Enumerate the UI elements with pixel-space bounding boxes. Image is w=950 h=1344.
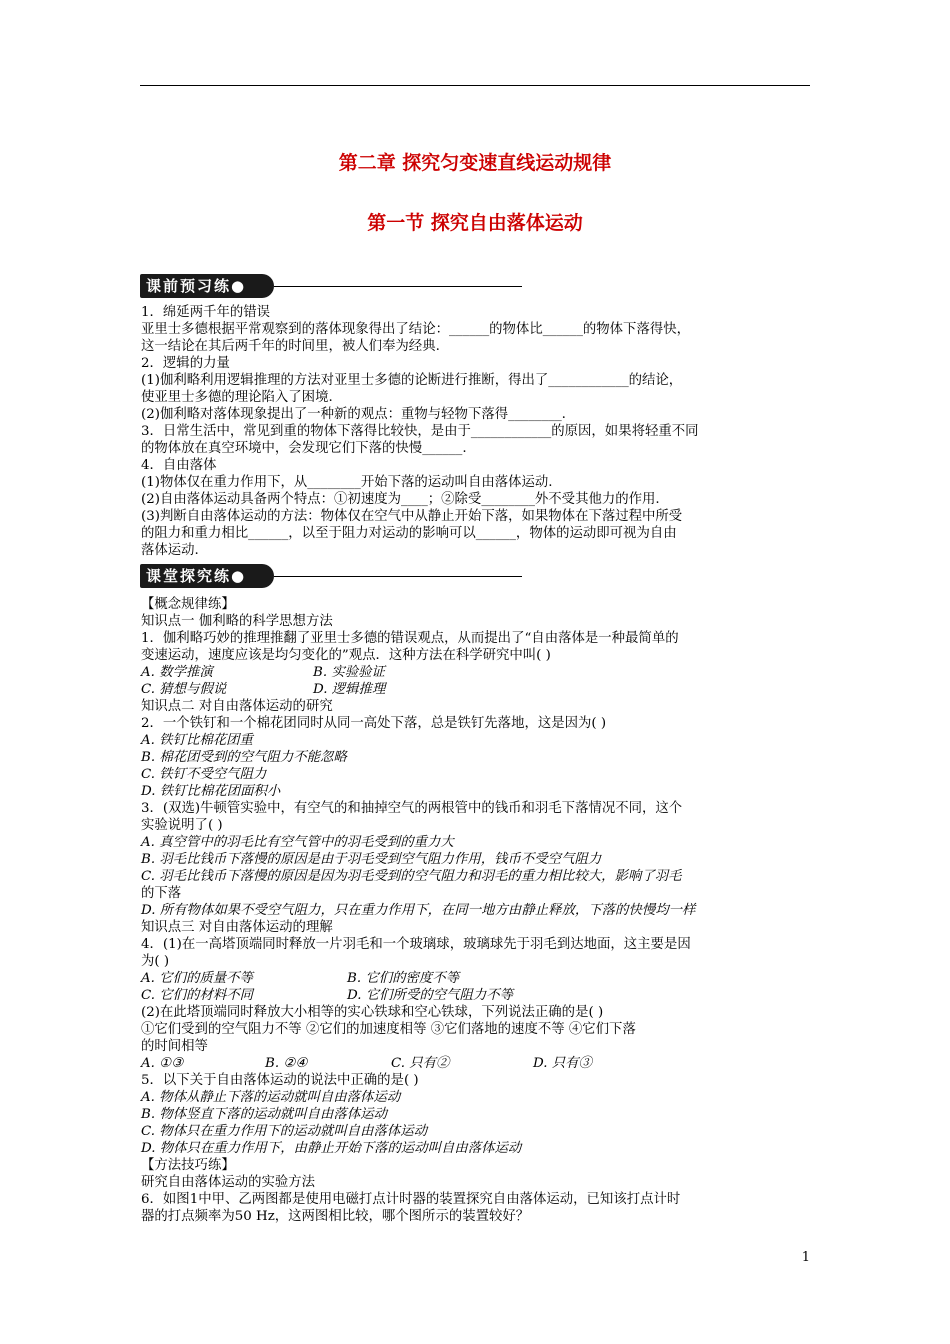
option-a: A. 数学推演: [141, 665, 213, 680]
option-b: B. 它们的密度不等: [347, 971, 460, 986]
option-b: B. 棉花团受到的空气阻力不能忽略: [141, 750, 347, 765]
text-line: 落体运动.: [141, 543, 199, 558]
text-line: 1．绵延两千年的错误: [141, 305, 271, 320]
options-row: [141, 681, 816, 698]
section-tag-class: 课堂探究练●: [140, 564, 274, 588]
header-rule: [140, 85, 810, 86]
question-4: 4．(1)在一高塔顶端同时释放一片羽毛和一个玻璃球，玻璃球先于羽毛到达地面，这主要是因: [141, 937, 691, 952]
class-exercises: [141, 596, 816, 1225]
option-c: C. 物体只在重力作用下的运动就叫自由落体运动: [141, 1124, 428, 1139]
option-c: C. 羽毛比钱币下落慢的原因是因为羽毛受到的空气阻力和羽毛的重力相比较大，影响了羽毛: [141, 869, 682, 884]
text-line: 亚里士多德根据平常观察到的落体现象得出了结论：______的物体比______的物体下落得快，: [141, 322, 691, 337]
knowledge-point: 知识点三 对自由落体运动的理解: [141, 920, 333, 935]
subheading: 【概念规律练】: [141, 597, 235, 612]
question-5: 5．以下关于自由落体运动的说法中正确的是( ): [141, 1073, 419, 1088]
option-d: D. 逻辑推理: [313, 682, 386, 697]
option-d: D. 物体只在重力作用下，由静止开始下落的运动叫自由落体运动: [141, 1141, 522, 1156]
text-line: 研究自由落体运动的实验方法: [141, 1175, 316, 1190]
section-rule: [274, 286, 522, 287]
text-line: 4．自由落体: [141, 458, 217, 473]
option-a: A. 铁钉比棉花团重: [141, 733, 253, 748]
option-c: C. 猜想与假说: [141, 682, 227, 697]
option-a: A. 它们的质量不等: [141, 971, 253, 986]
text-line: 实验说明了( ): [141, 818, 223, 833]
option-b: B. 物体竖直下落的运动就叫自由落体运动: [141, 1107, 387, 1122]
section-header-preview: [140, 274, 522, 298]
text-line: (1)伽利略利用逻辑推理的方法对亚里士多德的论断进行推断，得出了____________的结论，: [141, 373, 683, 388]
knowledge-point: 知识点一 伽利略的科学思想方法: [141, 614, 333, 629]
options-row: [141, 664, 816, 681]
options-row: [141, 970, 816, 987]
page-number: 1: [801, 1250, 810, 1265]
text-line: 使亚里士多德的理论陷入了困境.: [141, 390, 333, 405]
text-line: 2．逻辑的力量: [141, 356, 230, 371]
text-line: 这一结论在其后两千年的时间里，被人们奉为经典.: [141, 339, 440, 354]
option-d: D. 所有物体如果不受空气阻力，只在重力作用下，在同一地方由静止释放，下落的快慢均一样: [141, 903, 696, 918]
text-line: 器的打点频率为50 Hz，这两图相比较，哪个图所示的装置较好？: [141, 1209, 530, 1224]
question-2: 2．一个铁钉和一个棉花团同时从同一高处下落，总是铁钉先落地，这是因为( ): [141, 716, 607, 731]
option-d: D. 铁钉比棉花团面积小: [141, 784, 281, 799]
text-line: (2)自由落体运动具备两个特点：①初速度为____；②除受________外不受其他力的作用.: [141, 492, 660, 507]
subheading: 【方法技巧练】: [141, 1158, 235, 1173]
text-line: ①它们受到的空气阻力不等 ②它们的加速度相等 ③它们落地的速度不等 ④它们下落: [141, 1022, 636, 1037]
option-b: B. ②④: [265, 1056, 308, 1071]
section-rule: [274, 576, 522, 577]
question-1: 1．伽利略巧妙的推理推翻了亚里士多德的错误观点，从而提出了“自由落体是一种最简单的: [141, 631, 679, 646]
option-c: C. 只有②: [391, 1056, 450, 1071]
option-a: A. ①③: [141, 1056, 184, 1071]
option-c: C. 铁钉不受空气阻力: [141, 767, 267, 782]
text-line: 变速运动，速度应该是均匀变化的”观点．这种方法在科学研究中叫( ): [141, 648, 551, 663]
section-tag-preview: 课前预习练●: [140, 274, 274, 298]
option-d: D. 它们所受的空气阻力不等: [347, 988, 514, 1003]
option-a: A. 物体从静止下落的运动就叫自由落体运动: [141, 1090, 401, 1105]
text-line: 3．日常生活中，常见到重的物体下落得比较快，是由于____________的原因，如果将轻重不同: [141, 424, 699, 439]
text-line: 的下落: [141, 886, 182, 901]
preview-exercises: [141, 304, 816, 559]
options-row: [141, 1055, 816, 1072]
option-b: B. 羽毛比钱币下落慢的原因是由于羽毛受到空气阻力作用，钱币不受空气阻力: [141, 852, 602, 867]
text-line: (2)在此塔顶端同时释放大小相等的实心铁球和空心铁球，下列说法正确的是( ): [141, 1005, 604, 1020]
options-row: [141, 987, 816, 1004]
knowledge-point: 知识点二 对自由落体运动的研究: [141, 699, 333, 714]
question-6: 6．如图1中甲、乙两图都是使用电磁打点计时器的装置探究自由落体运动，已知该打点计时: [141, 1192, 681, 1207]
option-d: D. 只有③: [533, 1056, 592, 1071]
text-line: (3)判断自由落体运动的方法：物体仅在空气中从静止开始下落，如果物体在下落过程中所受: [141, 509, 683, 524]
chapter-title: 第二章 探究匀变速直线运动规律: [338, 152, 612, 174]
question-3: 3．(双选)牛顿管实验中，有空气的和抽掉空气的两根管中的钱币和羽毛下落情况不同，这个: [141, 801, 683, 816]
section-header-class: [140, 564, 522, 588]
option-a: A. 真空管中的羽毛比有空气管中的羽毛受到的重力大: [141, 835, 454, 850]
text-line: (1)物体仅在重力作用下，从________开始下落的运动叫自由落体运动.: [141, 475, 553, 490]
text-line: 为( ): [141, 954, 170, 969]
option-c: C. 它们的材料不同: [141, 988, 254, 1003]
section-title: 第一节 探究自由落体运动: [367, 212, 583, 234]
text-line: (2)伽利略对落体现象提出了一种新的观点：重物与轻物下落得________.: [141, 407, 566, 422]
text-line: 的物体放在真空环境中，会发现它们下落的快慢______.: [141, 441, 467, 456]
option-b: B. 实验验证: [313, 665, 385, 680]
text-line: 的时间相等: [141, 1039, 208, 1054]
text-line: 的阻力和重力相比______，以至于阻力对运动的影响可以______，物体的运动即可视为自由: [141, 526, 677, 541]
